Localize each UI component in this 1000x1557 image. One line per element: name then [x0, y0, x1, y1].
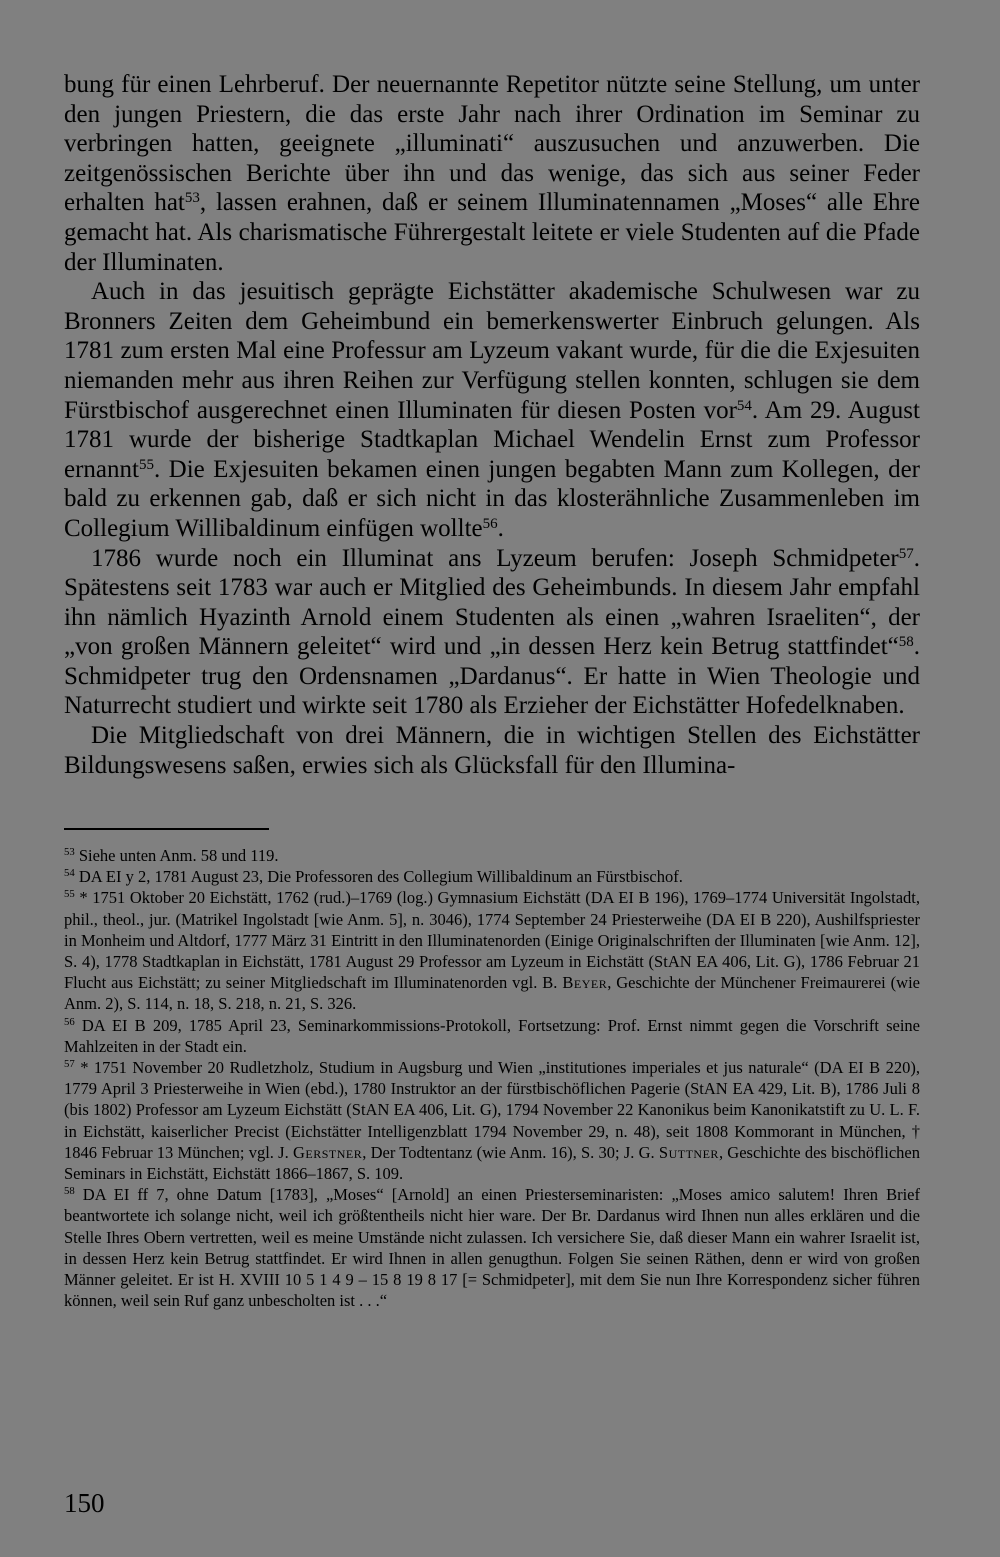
footnote-56: $^{56}$ DA EI B 209, 1785 April 23, Seminarkommissions-Protokoll, Fortsetzung: Prof. Ernst nimmt gegen die Vorschrift seine Mahlzeiten in der Stadt ein. — [64, 1015, 920, 1056]
footnotes — [64, 845, 920, 1311]
footnote-ref-58: 58 — [898, 634, 914, 651]
paragraph-4: Die Mitgliedschaft von drei Männern, die in wichtigen Stellen des Eichstätter Bildungswesens saßen, erwies sich als Glücksfall für den Illumina- — [64, 722, 920, 779]
paragraph-2: Auch in das jesuitisch geprägte Eichstätter akademische Schulwesen war zu Bronners Zeiten dem Geheimbund ein bemerkenswerter Einbruch gelungen. Als 1781 zum ersten Mal eine Professur am Lyzeum vakant wurde, für die die Exjesuiten niemanden mehr aus ihren Reihen zur Verfügung stellen konnten, schlugen sie dem Fürstbischof ausgerechnet einen Illuminaten für diesen Posten vor$^{54}$. Am 29. August 1781 wurde der bisherige Stadtkaplan Michael Wendelin Ernst zum Professor ernannt$^{55}$. Die Exjesuiten bekamen einen jungen begabten Mann zum Kollegen, der bald zu erkennen gab, daß er sich nicht in das klosterähnliche Zusammenleben im Collegium Willibaldinum einfügen wollte$^{56}$. — [64, 278, 920, 542]
footnote-58: $^{58}$ DA EI ff 7, ohne Datum [1783], „Moses“ [Arnold] an einen Priesterseminaristen: „Moses amico salutem! Ihren Brief beantwortete ich solange nicht, weil ich größtentheils nicht hier ware. Der Br. Dardanus wird Ihnen nun alles erklären und die Stelle Ihres Obern vertretten, weil es meine Umstände nicht zulassen. Ich versichere Sie, daß dieser Mann ein wahrer Israelit ist, in dessen Herz kein Betrug stattfindet. Er wird Ihnen in allen genugthun. Folgen Sie seinen Räthen, denn er wird von großen Männer geleitet. Er ist H. XVIII 10 5 1 4 9 – 15 8 19 8 17 [= Schmidpeter], mit dem Sie nun Ihre Korrespondenz sicher führen können, weil sein Ruf ganz unbescholten ist . . .“ — [64, 1185, 920, 1311]
footnote-54: $^{54}$ DA EI y 2, 1781 August 23, Die Professoren des Collegium Willibaldinum an Fürstbischof. — [64, 867, 683, 887]
footnote-ref-56: 56 — [482, 515, 498, 532]
footnote-ref-54: 54 — [736, 397, 752, 414]
footnote-separator — [64, 828, 269, 830]
paragraph-3: 1786 wurde noch ein Illuminat ans Lyzeum berufen: Joseph Schmidpeter$^{57}$. Spätestens seit 1783 war auch er Mitglied des Geheimbunds. In diesem Jahr empfahl ihn nämlich Hyazinth Arnold einem Studenten als einen „wahren Israeliten“, der „von großen Männern geleitet“ wird und „in dessen Herz kein Betrug stattfindet“$^{58}$. Schmidpeter trug den Ordensnamen „Dardanus“. Er hatte in Wien Theologie und Naturrecht studiert und wirkte seit 1780 als Erzieher der Eichstätter Hofedelknaben. — [64, 544, 920, 720]
footnote-ref-53: 53 — [184, 190, 200, 207]
footnote-55: $^{55}$ * 1751 Oktober 20 Eichstätt, 1762 (rud.)–1769 (log.) Gymnasium Eichstätt (DA EI B 196), 1769–1774 Universität Ingolstadt, phil., theol., jur. (Matrikel Ingolstadt [wie Anm. 5], n. 3046), 1774 September 24 Priesterweihe (DA EI B 220), Aushilfspriester in Monheim und Altdorf, 1777 März 31 Eintritt in den Illuminatenorden (Einige Originalschriften der Illuminaten [wie Anm. 12], S. 4), 1778 Stadtkaplan in Eichstätt, 1781 August 29 Professor am Lyzeum in Eichstätt (StAN EA 406, Lit. G), 1786 Februar 21 Flucht aus Eichstätt; zu seiner Mitgliedschaft im Illuminatenorden vgl. B. Beyer, Geschichte der Münchener Freimaurerei (wie Anm. 2), S. 114, n. 18, S. 218, n. 21, S. 326. — [64, 888, 920, 1014]
footnote-ref-57: 57 — [898, 545, 914, 562]
paragraph-1: bung für einen Lehrberuf. Der neuernannte Repetitor nützte seine Stellung, um unter den jungen Priestern, die das erste Jahr nach ihrer Ordination im Seminar zu verbringen hatten, geeignete „illuminati“ auszusuchen und anzuwerben. Die zeitgenössischen Berichte über ihn und das wenige, das sich aus seiner Feder erhalten hat$^{53}$, lassen erahnen, daß er seinem Illuminatennamen „Moses“ alle Ehre gemacht hat. Als charismatische Führergestalt leitete er viele Studenten auf die Pfade der Illuminaten. — [64, 71, 920, 276]
footnote-ref-55: 55 — [138, 456, 154, 473]
main-text — [64, 70, 920, 780]
page-number: 150 — [64, 1488, 105, 1518]
footnote-53: $^{53}$ Siehe unten Anm. 58 und 119. — [64, 846, 279, 865]
footnote-57: $^{57}$ * 1751 November 20 Rudletzholz, Studium in Augsburg und Wien „institutiones imperiales et jus naturale“ (DA EI B 220), 1779 April 3 Priesterweihe in Wien (ebd.), 1780 Instruktor an der fürstbischöflichen Pagerie (StAN EA 429, Lit. B), 1786 Juli 8 (bis 1802) Professor am Lyzeum Eichstätt (StAN EA 406, Lit. G), 1794 November 22 Kanonikus beim Kanonikatstift zu U. L. F. in Eichstätt, kaiserlicher Precist (Eichstätter Intelligenzblatt 1794 November 29, n. 48), seit 1808 Kommorant in München, † 1846 Februar 13 München; vgl. J. Gerstner, Der Todtentanz (wie Anm. 16), S. 30; J. G. Suttner, Geschichte des bischöflichen Seminars in Eichstätt, Eichstätt 1866–1867, S. 109. — [64, 1058, 920, 1184]
